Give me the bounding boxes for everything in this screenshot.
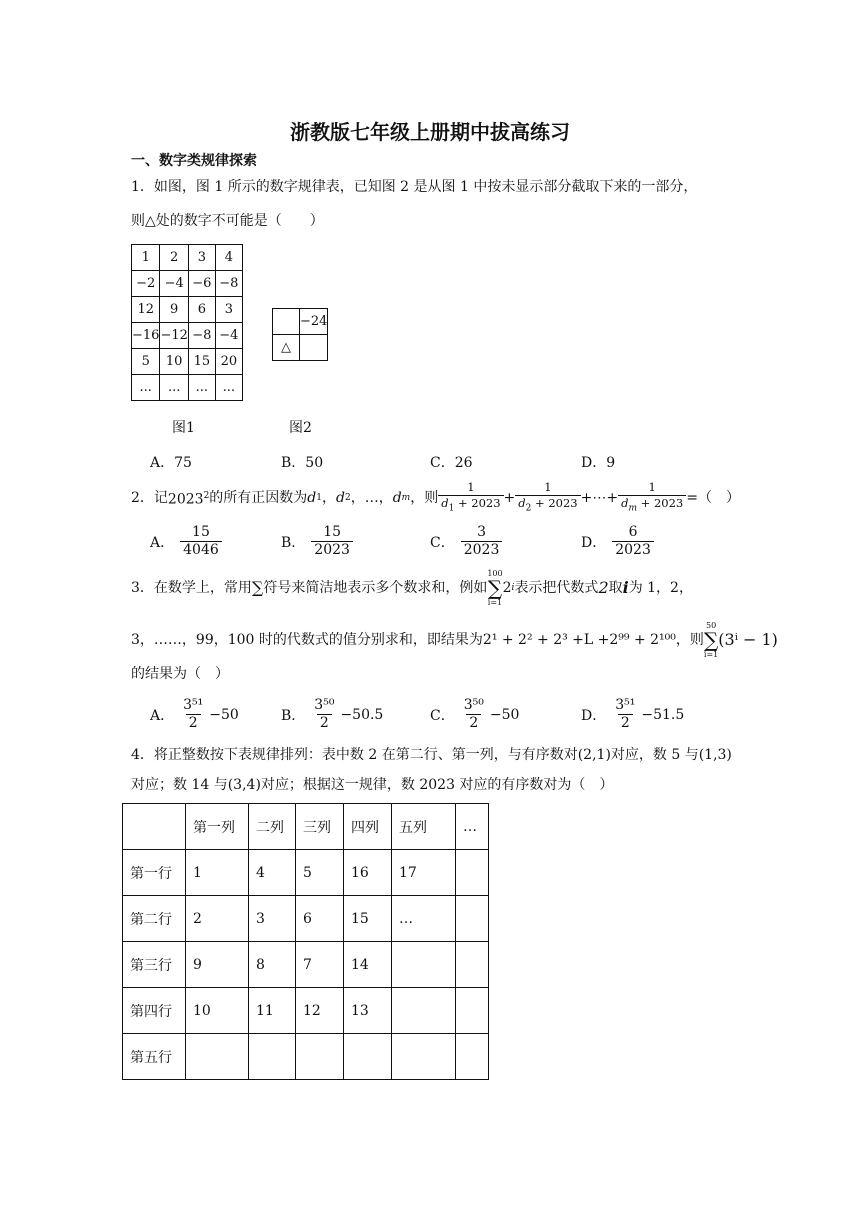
q4-table-row bbox=[123, 988, 489, 1034]
q4-cell: 12 bbox=[296, 988, 344, 1034]
fig1-cell: 4 bbox=[215, 245, 242, 271]
fig2-cell: △ bbox=[273, 335, 300, 361]
fig1-cell: −8 bbox=[188, 323, 215, 349]
q4-cell: 16 bbox=[344, 850, 392, 896]
q1-option-d: D．9 bbox=[581, 455, 616, 471]
q4-cell: 14 bbox=[344, 942, 392, 988]
q2-power bbox=[168, 486, 209, 510]
q4-header-cell: … bbox=[456, 804, 489, 850]
fig1-cell: 5 bbox=[132, 349, 160, 375]
q3-option-b: B． $\frac{\text{3⁵⁰}}{2}$ −50.5 bbox=[281, 697, 384, 731]
q2-then: ，则 bbox=[410, 490, 439, 506]
q2-d2: d bbox=[336, 490, 345, 506]
sigma-icon: ∑ bbox=[251, 578, 264, 597]
q2-option-d: D． $\frac{6}{2023}$ bbox=[581, 524, 654, 559]
frac-den: $d_1 + 2023$ bbox=[438, 495, 503, 516]
q4-table-row bbox=[123, 1034, 489, 1080]
q4-cell: 6 bbox=[296, 896, 344, 942]
figure1-table bbox=[131, 244, 243, 401]
q1-option-a: A．75 bbox=[150, 455, 192, 471]
q4-header-cell: 二列 bbox=[249, 804, 296, 850]
q2-option-a: A． $\frac{15}{4046}$ bbox=[150, 524, 222, 559]
q4-cell: 第五行 bbox=[123, 1034, 186, 1080]
q2-plus: + bbox=[503, 490, 516, 506]
fig1-cell: −2 bbox=[132, 271, 160, 297]
q4-cell bbox=[392, 942, 456, 988]
q4-cell: … bbox=[392, 896, 456, 942]
q1-line1: 1．如图，图 1 所示的数字规律表，已知图 2 是从图 1 中按未显示部分截取下来的一部分， bbox=[131, 179, 698, 195]
q3-expr2: (3ⁱ − 1) bbox=[718, 630, 778, 649]
fig1-row bbox=[132, 271, 243, 297]
fig1-row bbox=[132, 375, 243, 401]
q4-table-row bbox=[123, 850, 489, 896]
q1-line2: 则△处的数字不可能是（ ） bbox=[131, 213, 324, 229]
q4-cell bbox=[456, 942, 489, 988]
frac-den: $d_m + 2023$ bbox=[618, 495, 686, 516]
fig1-row bbox=[132, 349, 243, 375]
fig1-row bbox=[132, 245, 243, 271]
fig1-cell: 9 bbox=[160, 297, 188, 323]
q4-cell bbox=[456, 850, 489, 896]
q4-cell: 4 bbox=[249, 850, 296, 896]
fig1-cell: 15 bbox=[188, 349, 215, 375]
frac-num: 1 bbox=[544, 479, 552, 494]
q4-cell: 17 bbox=[392, 850, 456, 896]
q2-mid: 的所有正因数为 bbox=[209, 490, 308, 506]
q2-sep: ， bbox=[350, 490, 365, 506]
q4-cell: 15 bbox=[344, 896, 392, 942]
q2-base: 2023 bbox=[167, 491, 204, 508]
q4-cell: 5 bbox=[296, 850, 344, 896]
q4-cell bbox=[456, 896, 489, 942]
fig1-cell: 2 bbox=[160, 245, 188, 271]
q4-header-cell: 第一列 bbox=[186, 804, 249, 850]
fig2-cell: −24 bbox=[300, 309, 328, 335]
fig2-cell bbox=[300, 335, 328, 361]
q2-sub2: 2 bbox=[344, 493, 351, 503]
fig1-cell: ... bbox=[188, 375, 215, 401]
q3-option-c: C． $\frac{\text{3⁵⁰}}{2}$ −50 bbox=[430, 697, 520, 731]
q1-option-c: C．26 bbox=[430, 455, 473, 471]
sum-notation: 100 ∑ i=1 bbox=[487, 569, 503, 607]
q2-option-b: B． $\frac{15}{2023}$ bbox=[281, 524, 353, 559]
q4-header-cell: 五列 bbox=[392, 804, 456, 850]
q2-frac-1 bbox=[438, 480, 503, 516]
q2-dots: … bbox=[364, 490, 379, 506]
q4-table bbox=[122, 803, 489, 1080]
q2-frac-2 bbox=[515, 480, 580, 516]
q4-header-cell: 三列 bbox=[296, 804, 344, 850]
sum-notation-2: 50 ∑ i=1 bbox=[703, 621, 719, 659]
q2-plus: + bbox=[580, 490, 593, 506]
fig1-cell: 20 bbox=[215, 349, 242, 375]
q4-cell: 1 bbox=[186, 850, 249, 896]
q2-sep: ， bbox=[322, 490, 336, 506]
q2-plus: + bbox=[606, 490, 619, 506]
q2-stem bbox=[131, 478, 740, 518]
q4-cell bbox=[249, 1034, 296, 1080]
q3-option-d: D． $\frac{\text{3⁵¹}}{2}$ −51.5 bbox=[581, 697, 685, 731]
q4-cell: 13 bbox=[344, 988, 392, 1034]
fig2-row bbox=[273, 335, 328, 361]
q4-table-row bbox=[123, 896, 489, 942]
fig1-cell: −16 bbox=[132, 323, 160, 349]
q4-cell: 9 bbox=[186, 942, 249, 988]
q4-cell bbox=[392, 1034, 456, 1080]
fig1-cell: −4 bbox=[215, 323, 242, 349]
q2-sub1: 1 bbox=[316, 493, 322, 503]
q4-cell bbox=[186, 1034, 249, 1080]
q4-cell bbox=[456, 988, 489, 1034]
fig2-cell bbox=[273, 309, 300, 335]
q2-dm: d bbox=[392, 490, 402, 506]
fig2-row bbox=[273, 309, 328, 335]
q4-header-cell bbox=[123, 804, 186, 850]
page-title: 浙教版七年级上册期中拔高练习 bbox=[290, 120, 570, 144]
fig1-cell: 6 bbox=[188, 297, 215, 323]
q2-exp: 2 bbox=[203, 491, 210, 502]
fig1-cell: 3 bbox=[215, 297, 242, 323]
q4-header-cell: 四列 bbox=[344, 804, 392, 850]
q3-line1: 3．在数学上，常用 ∑ 符号来简洁地表示多个数求和，例如 100 ∑ i=1 2 i 表示把代数式 2 取 i 为 1，2， bbox=[131, 569, 693, 607]
q4-cell bbox=[456, 1034, 489, 1080]
q4-cell bbox=[392, 988, 456, 1034]
q4-cell: 7 bbox=[296, 942, 344, 988]
q4-cell: 8 bbox=[249, 942, 296, 988]
q2-cdots: ⋯ bbox=[592, 490, 607, 506]
q2-d1: d bbox=[307, 490, 317, 506]
q2-sep: ， bbox=[378, 490, 393, 506]
section-heading: 一、数字类规律探索 bbox=[131, 153, 257, 169]
q2-option-c: C． $\frac{3}{2023}$ bbox=[430, 524, 502, 559]
fig1-cell: ... bbox=[160, 375, 188, 401]
q4-line1: 4．将正整数按下表规律排列：表中数 2 在第二行、第一列，与有序数对(2,1)对应，数 5 与(1,3) bbox=[131, 747, 732, 763]
q4-cell: 3 bbox=[249, 896, 296, 942]
fig1-cell: 12 bbox=[132, 297, 160, 323]
fig1-cell: ... bbox=[132, 375, 160, 401]
q3-option-a: A． $\frac{\text{3⁵¹}}{2}$ −50 bbox=[150, 697, 239, 731]
q1-option-b: B．50 bbox=[281, 455, 324, 471]
q4-cell bbox=[296, 1034, 344, 1080]
q2-prefix: 2．记 bbox=[131, 490, 168, 506]
fig1-cell: ... bbox=[215, 375, 242, 401]
q2-subm: m bbox=[401, 493, 411, 503]
q4-line2: 对应；数 14 与(3,4)对应；根据这一规律，数 2023 对应的有序数对为（ ） bbox=[131, 777, 614, 793]
q4-cell: 10 bbox=[186, 988, 249, 1034]
q2-eq: =（ ） bbox=[686, 490, 740, 506]
fig1-cell: −4 bbox=[160, 271, 188, 297]
q4-cell: 第四行 bbox=[123, 988, 186, 1034]
q3-line3: 的结果为（ ） bbox=[131, 666, 229, 682]
fig1-cell: −8 bbox=[215, 271, 242, 297]
fig1-cell: 1 bbox=[132, 245, 160, 271]
q3-series: 2¹ + 2² + 2³ +L +2⁹⁹ + 2¹⁰⁰ bbox=[482, 632, 676, 648]
q4-cell: 2 bbox=[186, 896, 249, 942]
figure2-table bbox=[272, 308, 328, 361]
q4-cell: 第二行 bbox=[123, 896, 186, 942]
fig1-cell: −12 bbox=[160, 323, 188, 349]
q4-table-row bbox=[123, 942, 489, 988]
q4-cell: 第一行 bbox=[123, 850, 186, 896]
figure2-caption: 图2 bbox=[289, 420, 312, 436]
fig1-cell: 10 bbox=[160, 349, 188, 375]
fig1-cell: 3 bbox=[188, 245, 215, 271]
fig1-row bbox=[132, 297, 243, 323]
frac-den: $d_2 + 2023$ bbox=[515, 495, 580, 516]
figure1-caption: 图1 bbox=[172, 420, 195, 436]
q2-frac-m bbox=[618, 480, 686, 516]
frac-num: 1 bbox=[467, 479, 475, 494]
q4-cell bbox=[344, 1034, 392, 1080]
q4-cell: 第三行 bbox=[123, 942, 186, 988]
fig1-cell: −6 bbox=[188, 271, 215, 297]
q4-cell: 11 bbox=[249, 988, 296, 1034]
q4-header-row bbox=[123, 804, 489, 850]
q3-line2: 3，……，99，100 时的代数式的值分别求和，即结果为 2¹ + 2² + 2³ +L +2⁹⁹ + 2¹⁰⁰ ，则 50 ∑ i=1 (3ⁱ − 1) bbox=[131, 621, 778, 659]
frac-num: 1 bbox=[648, 479, 656, 494]
fig1-row bbox=[132, 323, 243, 349]
